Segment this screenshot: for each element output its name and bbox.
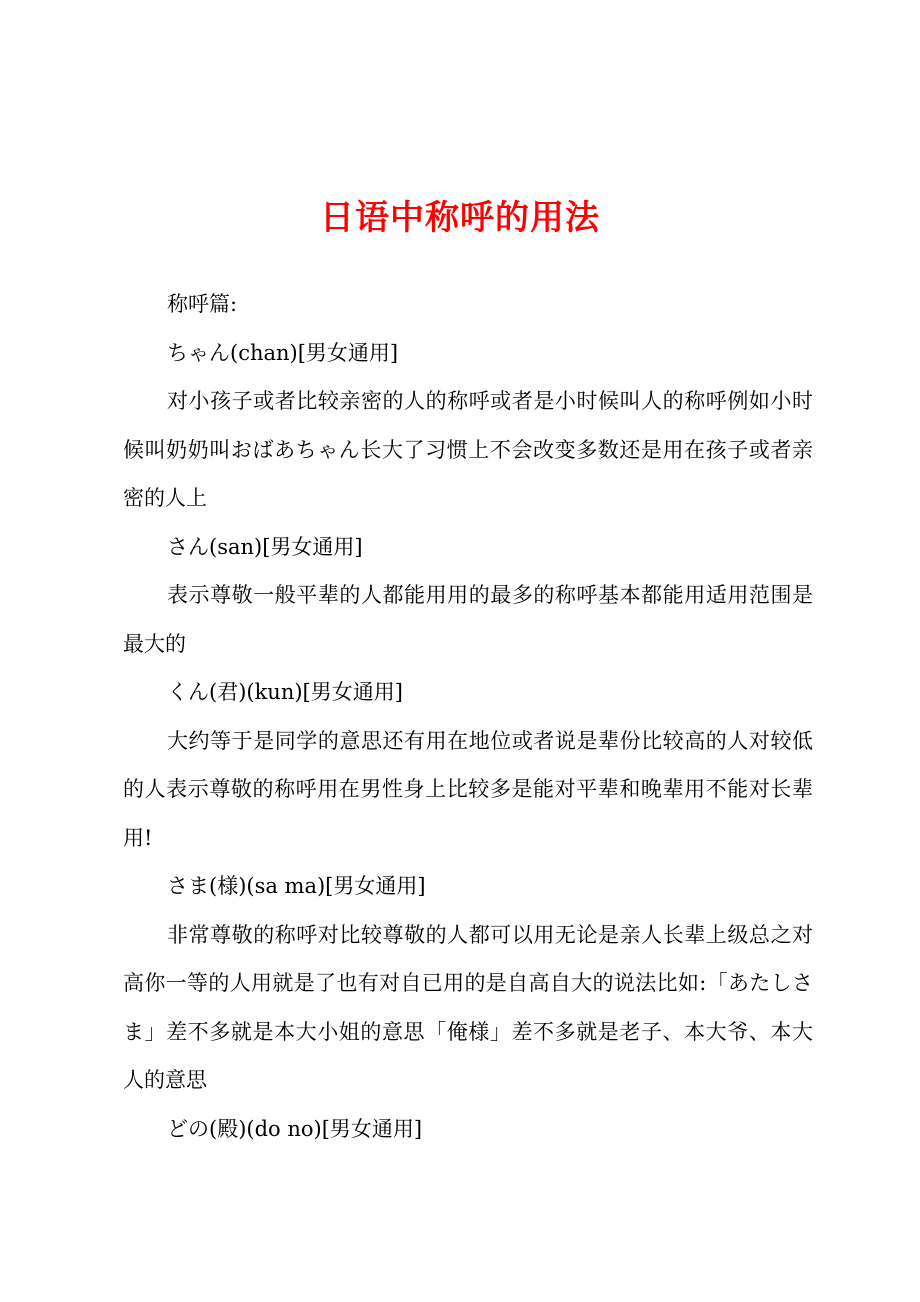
paragraph-kun-heading: くん(君)(kun)[男女通用] (167, 680, 403, 704)
paragraph-san-description: 表示尊敬一般平辈的人都能用用的最多的称呼基本都能用适用范围是最大的 (123, 583, 813, 656)
paragraph-san-heading: さん(san)[男女通用] (167, 534, 363, 559)
document-body (123, 280, 813, 1153)
paragraph-section-heading: 称呼篇: (167, 292, 238, 316)
paragraph-kun-description: 大约等于是同学的意思还有用在地位或者说是辈份比较高的人对较低的人表示尊敬的称呼用在男性身上比较多是能对平辈和晚辈用不能对长辈用! (123, 728, 813, 850)
paragraph-dono-heading: どの(殿)(do no)[男女通用] (167, 1116, 423, 1141)
paragraph-chan-heading: ちゃん(chan)[男女通用] (167, 340, 399, 365)
paragraph-chan-description: 对小孩子或者比较亲密的人的称呼或者是小时候叫人的称呼例如小时候叫奶奶叫おばあちゃん长大了习惯上不会改变多数还是用在孩子或者亲密的人上 (123, 389, 813, 510)
paragraph-sama-heading: さま(様)(sa ma)[男女通用] (167, 874, 426, 898)
document-title: 日语中称呼的用法 (320, 198, 600, 238)
paragraph-sama-description: 非常尊敬的称呼对比较尊敬的人都可以用无论是亲人长辈上级总之对高你一等的人用就是了也有对自已用的是自高自大的说法比如:「あたしさま」差不多就是本大小姐的意思「俺様」差不多就是老子、本大爷、本大人的意思 (123, 922, 813, 1092)
